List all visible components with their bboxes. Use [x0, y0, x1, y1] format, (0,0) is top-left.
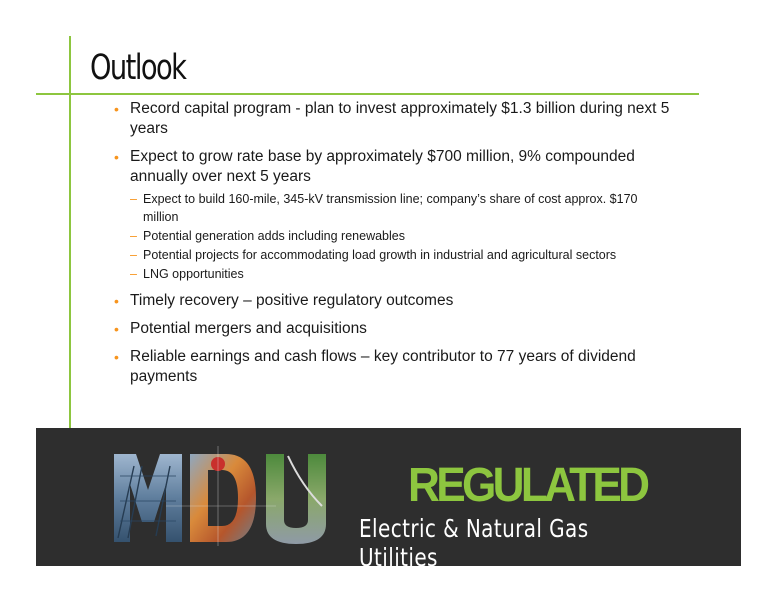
sub-bullet-list: [130, 190, 674, 283]
sub-bullet-text: Expect to build 160-mile, 345-kV transmission line; company’s share of cost approx. $170 million: [143, 192, 638, 224]
bullet-text: Timely recovery – positive regulatory outcomes: [130, 292, 454, 309]
title-underline: [36, 93, 699, 95]
bullet-dot-icon: •: [114, 349, 119, 365]
bullet-dot-icon: •: [114, 321, 119, 337]
regulated-headline: REGULATED: [408, 459, 647, 512]
bullet-dot-icon: •: [114, 149, 119, 165]
letter-d-icon: [190, 454, 256, 542]
sub-bullet-item: [130, 265, 674, 283]
banner-subtitle: Electric & Natural Gas Utilities: [359, 514, 589, 566]
sub-bullet-text: Potential generation adds including renewables: [143, 229, 405, 243]
bullet-dot-icon: •: [114, 101, 119, 117]
bullet-text: Record capital program - plan to invest approximately $1.3 billion during next 5 years: [130, 100, 670, 137]
letter-u-icon: [266, 454, 326, 544]
bullet-item: [114, 291, 674, 311]
bullet-item: [114, 99, 674, 139]
sub-bullet-text: Potential projects for accommodating load growth in industrial and agricultural sectors: [143, 248, 617, 262]
sub-bullet-item: [130, 190, 674, 226]
bullet-list: [114, 99, 674, 395]
sub-bullet-item: [130, 246, 674, 264]
bullet-item: [114, 147, 674, 283]
mdu-logo: [106, 446, 351, 546]
sub-bullet-text: LNG opportunities: [143, 267, 244, 281]
sub-bullet-item: [130, 227, 674, 245]
slide-title: Outlook: [90, 48, 186, 88]
bullet-dot-icon: •: [114, 293, 119, 309]
bullet-text: Reliable earnings and cash flows – key contributor to 77 years of dividend payments: [130, 348, 636, 385]
bullet-item: [114, 319, 674, 339]
dash-icon: –: [130, 267, 137, 281]
bullet-item: [114, 347, 674, 387]
letter-m-icon: [114, 454, 182, 542]
dash-icon: –: [130, 229, 137, 243]
regulated-banner: [36, 428, 741, 566]
dash-icon: –: [130, 248, 137, 262]
dash-icon: –: [130, 192, 137, 206]
bullet-text: Potential mergers and acquisitions: [130, 320, 367, 337]
bullet-text: Expect to grow rate base by approximately $700 million, 9% compounded annually over next 5 years: [130, 148, 635, 185]
